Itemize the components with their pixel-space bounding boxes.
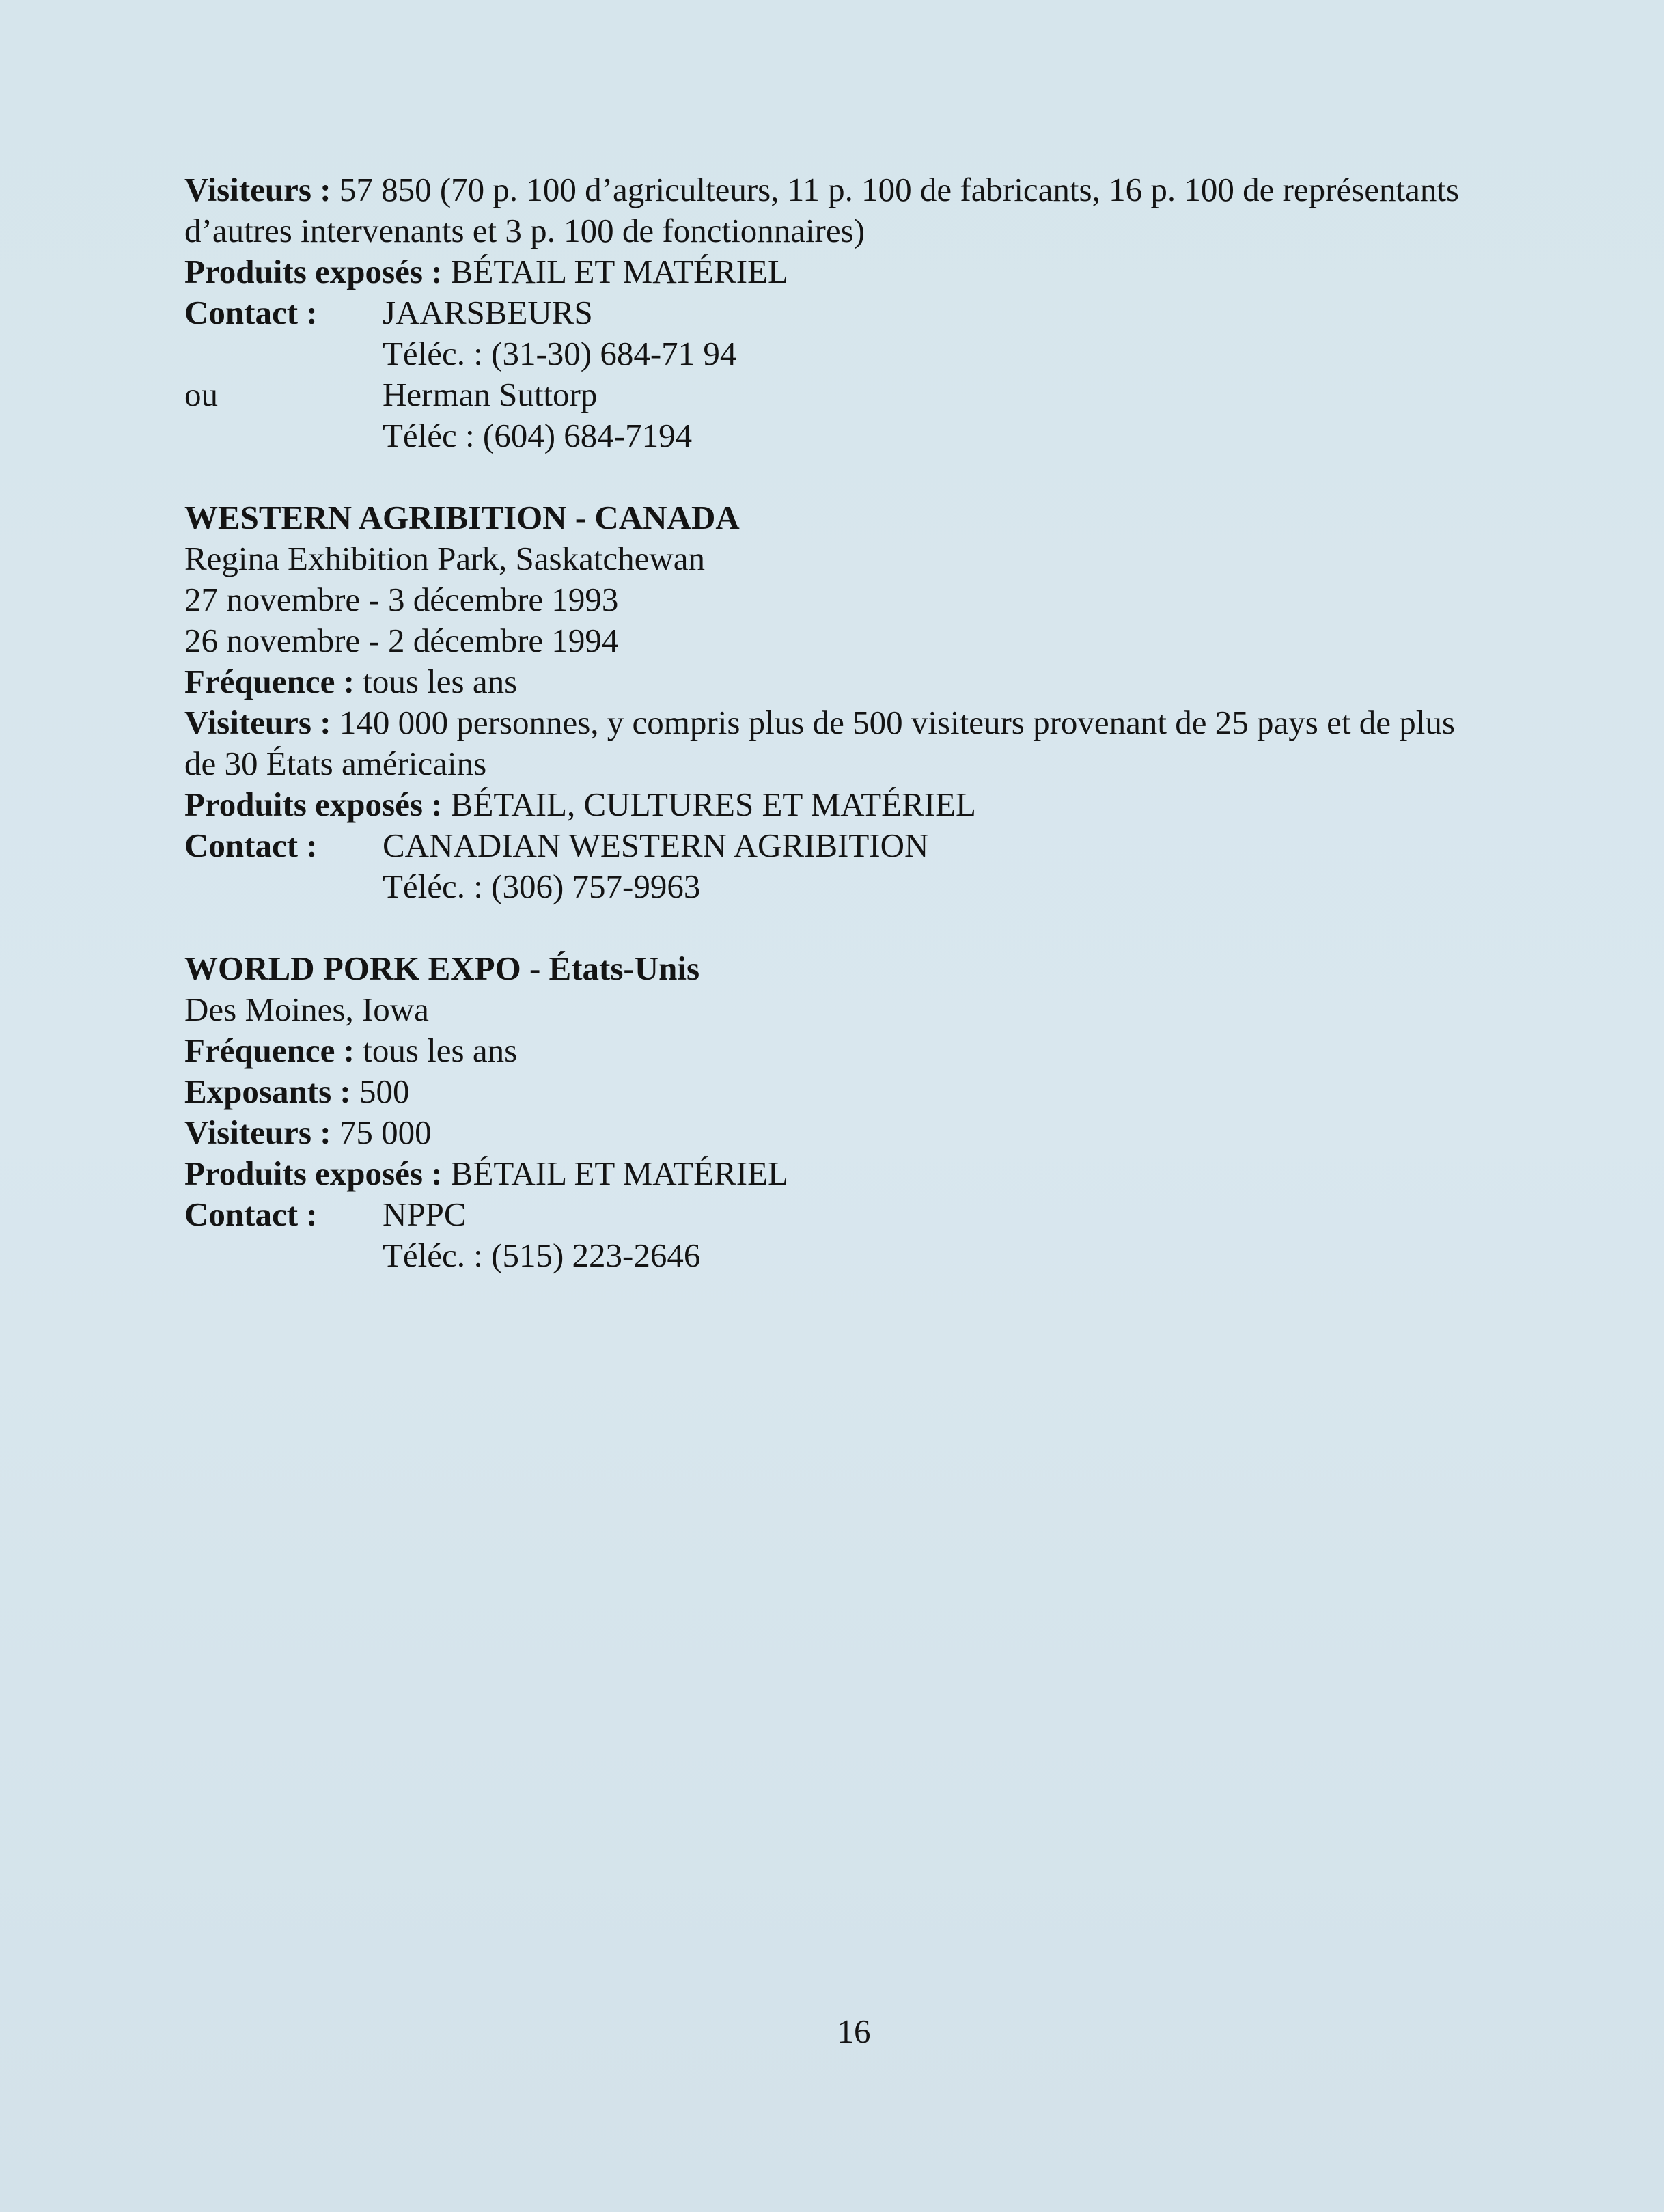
dates-1993: 27 novembre - 3 décembre 1993 xyxy=(184,581,619,618)
contact-label: Contact : xyxy=(184,294,318,331)
or-label: ou xyxy=(184,376,218,413)
products-label: Produits exposés : xyxy=(184,253,443,290)
contact-fax-row xyxy=(184,1235,1564,1276)
contact2-fax-row xyxy=(184,415,1564,456)
products-text: BÉTAIL ET MATÉRIEL xyxy=(442,253,788,290)
location: Regina Exhibition Park, Saskatchewan xyxy=(184,540,706,577)
contact-row xyxy=(184,292,1564,333)
visitors-line-2: d’autres intervenants et 3 p. 100 de fonctionnaires) xyxy=(184,212,865,249)
products-line xyxy=(184,784,1564,825)
products-line xyxy=(184,1153,1564,1194)
contact-row xyxy=(184,1194,1564,1235)
products-line xyxy=(184,251,1564,292)
products-text: BÉTAIL ET MATÉRIEL xyxy=(442,1155,788,1192)
contact-fax-row xyxy=(184,333,1564,374)
contact-fax: Téléc. : (31-30) 684-71 94 xyxy=(383,335,737,372)
visitors-label: Visiteurs : xyxy=(184,1114,331,1151)
location: Des Moines, Iowa xyxy=(184,991,429,1028)
dates-1994: 26 novembre - 2 décembre 1994 xyxy=(184,622,619,659)
visitors-text: 75 000 xyxy=(331,1114,432,1151)
visitors-label: Visiteurs : xyxy=(184,704,331,741)
contact2-row xyxy=(184,374,1564,415)
contact-name: NPPC xyxy=(383,1195,467,1233)
frequency-label: Fréquence : xyxy=(184,1032,355,1069)
visitors-line xyxy=(184,169,1564,210)
exhibitors-text: 500 xyxy=(350,1073,410,1110)
visitors-line xyxy=(184,1112,1564,1153)
frequency-line xyxy=(184,661,1564,702)
visitors-label: Visiteurs : xyxy=(184,171,331,208)
products-text: BÉTAIL, CULTURES ET MATÉRIEL xyxy=(442,786,976,823)
visitors-line-2: de 30 États américains xyxy=(184,745,487,782)
section-title-western-agribition: WESTERN AGRIBITION - CANADA xyxy=(184,499,740,536)
page-content xyxy=(184,169,1564,1276)
frequency-text: tous les ans xyxy=(355,663,518,700)
contact-name: CANADIAN WESTERN AGRIBITION xyxy=(383,827,929,864)
contact2-fax: Téléc : (604) 684-7194 xyxy=(383,417,693,454)
visitors-text: 140 000 personnes, y compris plus de 500 visiteurs provenant de 25 pays et de plus xyxy=(331,704,1455,741)
contact-label: Contact : xyxy=(184,827,318,864)
contact-name: JAARSBEURS xyxy=(383,294,593,331)
products-label: Produits exposés : xyxy=(184,786,443,823)
contact-row xyxy=(184,825,1564,866)
section-title-world-pork-expo: WORLD PORK EXPO - États-Unis xyxy=(184,950,700,987)
visitors-text: 57 850 (70 p. 100 d’agriculteurs, 11 p. 100 de fabricants, 16 p. 100 de représentants xyxy=(331,171,1460,208)
exhibitors-line xyxy=(184,1071,1564,1112)
contact-fax: Téléc. : (306) 757-9963 xyxy=(383,868,701,905)
frequency-text: tous les ans xyxy=(355,1032,518,1069)
contact-fax-row xyxy=(184,866,1564,907)
exhibitors-label: Exposants : xyxy=(184,1073,351,1110)
contact2-name: Herman Suttorp xyxy=(383,376,598,413)
frequency-label: Fréquence : xyxy=(184,663,355,700)
page-number: 16 xyxy=(837,2013,871,2050)
visitors-line xyxy=(184,702,1564,743)
frequency-line xyxy=(184,1030,1564,1071)
products-label: Produits exposés : xyxy=(184,1155,443,1192)
contact-label: Contact : xyxy=(184,1195,318,1233)
contact-fax: Téléc. : (515) 223-2646 xyxy=(383,1236,701,1274)
